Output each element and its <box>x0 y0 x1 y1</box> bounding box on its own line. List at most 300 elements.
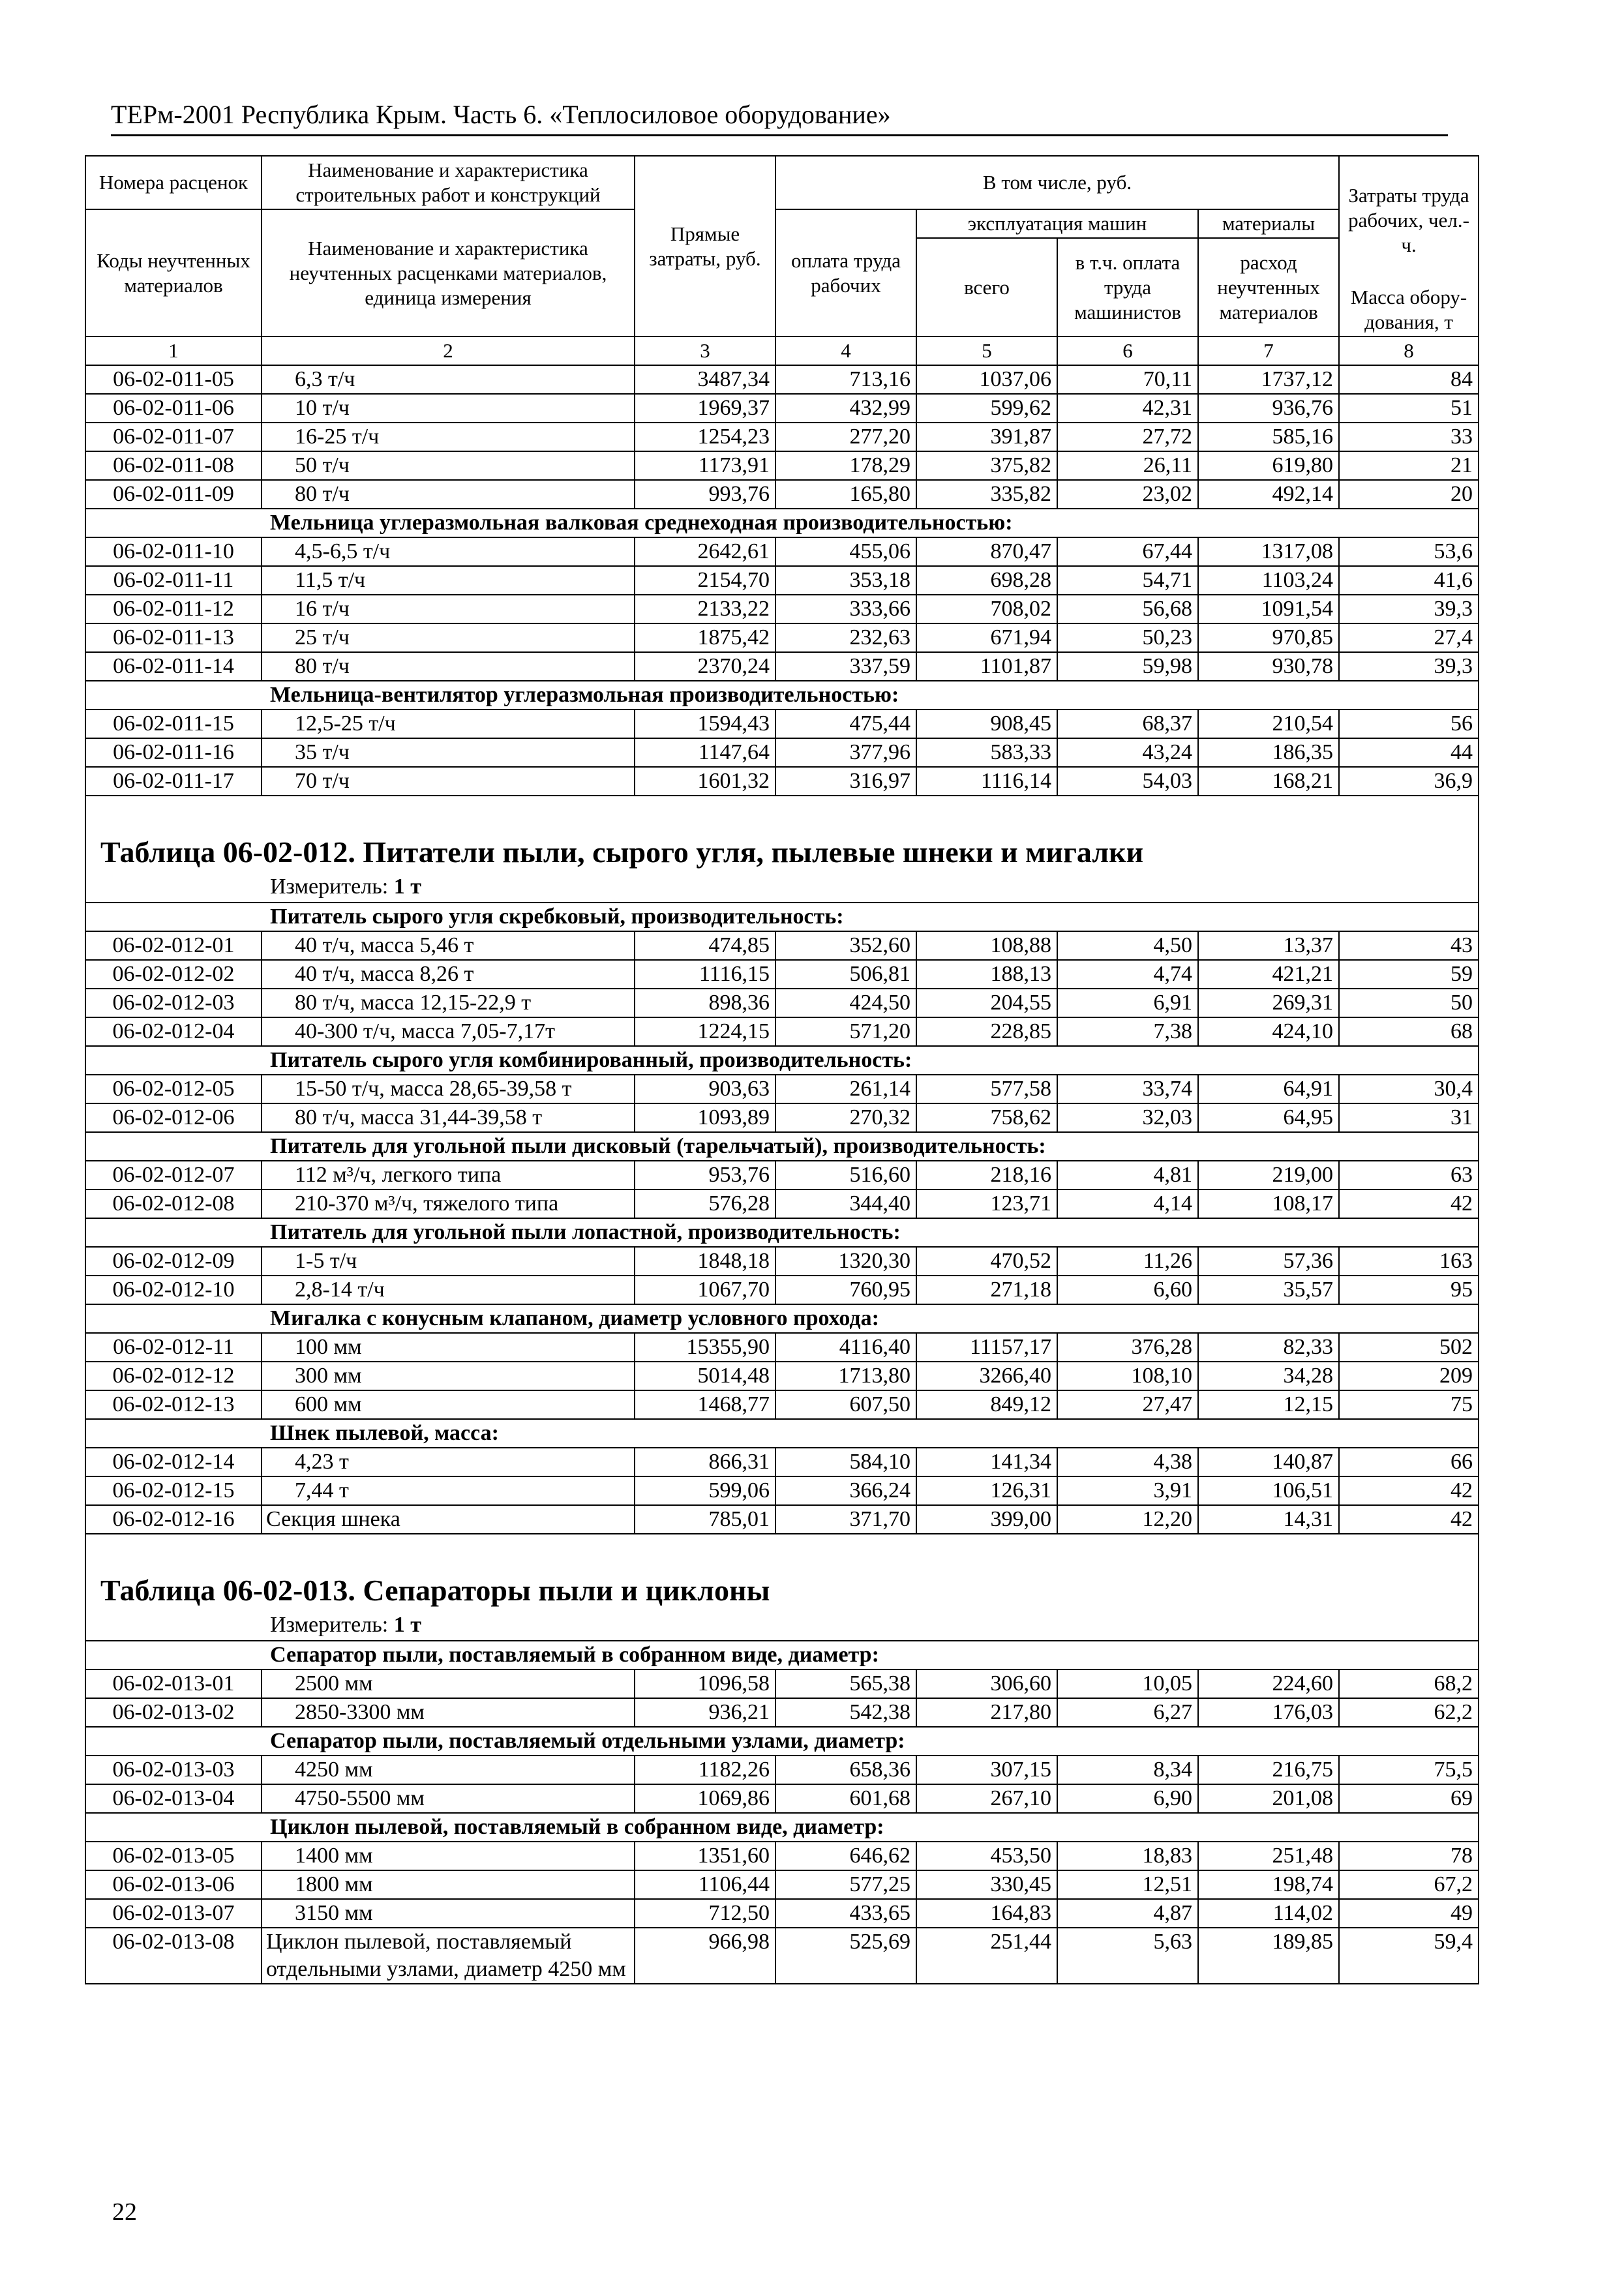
labor-costs-cell: 30,4 <box>1339 1075 1479 1103</box>
labor-costs-cell: 33 <box>1339 423 1479 451</box>
worker-pay-cell: 713,16 <box>775 365 916 394</box>
machines-total-cell: 577,58 <box>916 1075 1057 1103</box>
materials-cell: 251,48 <box>1198 1842 1339 1870</box>
labor-costs-cell: 163 <box>1339 1247 1479 1276</box>
rate-name-cell: 112 м³/ч, легкого типа <box>262 1161 635 1189</box>
machines-total-cell: 204,55 <box>916 989 1057 1017</box>
group-title: Сепаратор пыли, поставляемый отдельными узлами, диаметр: <box>85 1727 1479 1756</box>
materials-cell: 82,33 <box>1198 1333 1339 1362</box>
machinist-pay-cell: 8,34 <box>1057 1756 1198 1784</box>
machinist-pay-cell: 4,14 <box>1057 1189 1198 1218</box>
rate-code-cell: 06-02-013-08 <box>85 1928 262 1984</box>
machines-total-cell: 849,12 <box>916 1390 1057 1419</box>
rate-name-cell: 12,5-25 т/ч <box>262 710 635 738</box>
direct-costs-cell: 785,01 <box>635 1505 775 1534</box>
table-row <box>85 960 1479 989</box>
machinist-pay-cell: 5,63 <box>1057 1928 1198 1984</box>
rate-name-cell: 50 т/ч <box>262 451 635 480</box>
rate-name-cell: 40-300 т/ч, масса 7,05-7,17т <box>262 1017 635 1046</box>
table-row <box>85 1103 1479 1132</box>
rate-code-cell: 06-02-012-01 <box>85 931 262 960</box>
worker-pay-cell: 432,99 <box>775 394 916 423</box>
labor-costs-cell: 50 <box>1339 989 1479 1017</box>
machines-total-cell: 267,10 <box>916 1784 1057 1813</box>
rate-code-cell: 06-02-011-08 <box>85 451 262 480</box>
group-title-row <box>85 1641 1479 1669</box>
worker-pay-cell: 516,60 <box>775 1161 916 1189</box>
materials-cell: 219,00 <box>1198 1161 1339 1189</box>
rate-code-cell: 06-02-013-07 <box>85 1899 262 1928</box>
col-number: 5 <box>916 337 1057 365</box>
table-row <box>85 1899 1479 1928</box>
direct-costs-cell: 1848,18 <box>635 1247 775 1276</box>
col-number: 7 <box>1198 337 1339 365</box>
table-row <box>85 1017 1479 1046</box>
labor-costs-cell: 68 <box>1339 1017 1479 1046</box>
machinist-pay-cell: 18,83 <box>1057 1842 1198 1870</box>
materials-cell: 140,87 <box>1198 1448 1339 1476</box>
worker-pay-cell: 760,95 <box>775 1276 916 1304</box>
direct-costs-cell: 1069,86 <box>635 1784 775 1813</box>
machinist-pay-cell: 10,05 <box>1057 1669 1198 1698</box>
worker-pay-cell: 371,70 <box>775 1505 916 1534</box>
direct-costs-cell: 1173,91 <box>635 451 775 480</box>
table-row <box>85 1075 1479 1103</box>
rate-code-cell: 06-02-012-10 <box>85 1276 262 1304</box>
rate-name-cell: 35 т/ч <box>262 738 635 767</box>
labor-costs-cell: 59 <box>1339 960 1479 989</box>
rate-code-cell: 06-02-011-13 <box>85 623 262 652</box>
labor-costs-cell: 51 <box>1339 394 1479 423</box>
rate-name-cell: 1800 мм <box>262 1870 635 1899</box>
worker-pay-cell: 455,06 <box>775 537 916 566</box>
materials-cell: 224,60 <box>1198 1669 1339 1698</box>
materials-cell: 585,16 <box>1198 423 1339 451</box>
machines-total-cell: 330,45 <box>916 1870 1057 1899</box>
worker-pay-cell: 352,60 <box>775 931 916 960</box>
rate-code-cell: 06-02-012-16 <box>85 1505 262 1534</box>
rate-code-cell: 06-02-012-03 <box>85 989 262 1017</box>
machines-total-cell: 870,47 <box>916 537 1057 566</box>
rate-name-cell: 80 т/ч <box>262 652 635 681</box>
table-row <box>85 423 1479 451</box>
worker-pay-cell: 525,69 <box>775 1928 916 1984</box>
machines-total-cell: 1116,14 <box>916 767 1057 796</box>
col-number: 1 <box>85 337 262 365</box>
col-header-machines-total: всего <box>916 238 1057 337</box>
direct-costs-cell: 2154,70 <box>635 566 775 595</box>
measure-label: Измеритель: <box>270 1613 389 1637</box>
rate-code-cell: 06-02-011-14 <box>85 652 262 681</box>
machinist-pay-cell: 56,68 <box>1057 595 1198 623</box>
materials-cell: 269,31 <box>1198 989 1339 1017</box>
materials-cell: 216,75 <box>1198 1756 1339 1784</box>
materials-cell: 198,74 <box>1198 1870 1339 1899</box>
machines-total-cell: 453,50 <box>916 1842 1057 1870</box>
measure-value: 1 т <box>393 875 421 899</box>
labor-costs-cell: 53,6 <box>1339 537 1479 566</box>
machinist-pay-cell: 43,24 <box>1057 738 1198 767</box>
worker-pay-cell: 344,40 <box>775 1189 916 1218</box>
rate-code-cell: 06-02-011-07 <box>85 423 262 451</box>
worker-pay-cell: 1713,80 <box>775 1362 916 1390</box>
machines-total-cell: 307,15 <box>916 1756 1057 1784</box>
col-header-direct-costs: Прямые затраты, руб. <box>635 156 775 337</box>
rate-name-cell: 2850-3300 мм <box>262 1698 635 1727</box>
table-row <box>85 1476 1479 1505</box>
rate-name-cell: 15-50 т/ч, масса 28,65-39,58 т <box>262 1075 635 1103</box>
worker-pay-cell: 542,38 <box>775 1698 916 1727</box>
rate-code-cell: 06-02-013-05 <box>85 1842 262 1870</box>
col-number: 2 <box>262 337 635 365</box>
direct-costs-cell: 866,31 <box>635 1448 775 1476</box>
machinist-pay-cell: 33,74 <box>1057 1075 1198 1103</box>
group-title-row <box>85 1813 1479 1842</box>
machines-total-cell: 218,16 <box>916 1161 1057 1189</box>
labor-costs-cell: 49 <box>1339 1899 1479 1928</box>
rate-name-cell: 1-5 т/ч <box>262 1247 635 1276</box>
materials-cell: 1103,24 <box>1198 566 1339 595</box>
rate-name-cell: 40 т/ч, масса 5,46 т <box>262 931 635 960</box>
materials-cell: 619,80 <box>1198 451 1339 480</box>
rate-code-cell: 06-02-012-04 <box>85 1017 262 1046</box>
col-header-work-name: Наименование и характеристика строительных работ и конструкций <box>262 156 635 209</box>
labor-costs-cell: 62,2 <box>1339 1698 1479 1727</box>
table-row <box>85 1161 1479 1189</box>
direct-costs-cell: 2642,61 <box>635 537 775 566</box>
materials-cell: 936,76 <box>1198 394 1339 423</box>
rate-name-cell: 11,5 т/ч <box>262 566 635 595</box>
rates-document <box>85 155 1478 1984</box>
rate-code-cell: 06-02-011-11 <box>85 566 262 595</box>
rate-name-cell: 4750-5500 мм <box>262 1784 635 1813</box>
group-title-row <box>85 1218 1479 1247</box>
rate-name-cell: 80 т/ч <box>262 480 635 509</box>
table-row <box>85 1189 1479 1218</box>
materials-cell: 970,85 <box>1198 623 1339 652</box>
direct-costs-cell: 576,28 <box>635 1189 775 1218</box>
table-row <box>85 1756 1479 1784</box>
machinist-pay-cell: 42,31 <box>1057 394 1198 423</box>
rate-code-cell: 06-02-011-15 <box>85 710 262 738</box>
col-header-machine-operation: эксплуатация машин <box>916 209 1198 238</box>
rates-table <box>85 155 1479 1984</box>
table-row <box>85 1842 1479 1870</box>
labor-costs-cell: 59,4 <box>1339 1928 1479 1984</box>
worker-pay-cell: 4116,40 <box>775 1333 916 1362</box>
worker-pay-cell: 475,44 <box>775 710 916 738</box>
table-title-row <box>85 1534 1479 1610</box>
group-title-row <box>85 1046 1479 1075</box>
col-header-worker-pay: оплата труда рабочих <box>775 209 916 337</box>
direct-costs-cell: 936,21 <box>635 1698 775 1727</box>
machines-total-cell: 108,88 <box>916 931 1057 960</box>
group-title: Циклон пылевой, поставляемый в собранном виде, диаметр: <box>85 1813 1479 1842</box>
materials-cell: 13,37 <box>1198 931 1339 960</box>
table-row <box>85 1247 1479 1276</box>
col-header-labor-costs: Затраты труда рабочих, чел.-ч. <box>1339 156 1479 284</box>
labor-costs-cell: 41,6 <box>1339 566 1479 595</box>
worker-pay-cell: 646,62 <box>775 1842 916 1870</box>
labor-costs-cell: 63 <box>1339 1161 1479 1189</box>
machinist-pay-cell: 4,87 <box>1057 1899 1198 1928</box>
materials-cell: 1317,08 <box>1198 537 1339 566</box>
direct-costs-cell: 474,85 <box>635 931 775 960</box>
machines-total-cell: 391,87 <box>916 423 1057 451</box>
rate-name-cell: 300 мм <box>262 1362 635 1390</box>
rate-code-cell: 06-02-011-06 <box>85 394 262 423</box>
col-number: 6 <box>1057 337 1198 365</box>
table-row <box>85 1784 1479 1813</box>
group-title-row <box>85 903 1479 931</box>
table-title: Таблица 06-02-012. Питатели пыли, сырого угля, пылевые шнеки и мигалки <box>85 796 1479 872</box>
rate-code-cell: 06-02-012-15 <box>85 1476 262 1505</box>
labor-costs-cell: 95 <box>1339 1276 1479 1304</box>
worker-pay-cell: 333,66 <box>775 595 916 623</box>
materials-cell: 64,95 <box>1198 1103 1339 1132</box>
group-title: Питатель для угольной пыли дисковый (тарельчатый), производительность: <box>85 1132 1479 1161</box>
rate-name-cell: 7,44 т <box>262 1476 635 1505</box>
machines-total-cell: 698,28 <box>916 566 1057 595</box>
materials-cell: 14,31 <box>1198 1505 1339 1534</box>
table-row <box>85 1276 1479 1304</box>
labor-costs-cell: 78 <box>1339 1842 1479 1870</box>
col-header-material-name: Наименование и характеристика неучтенных расценками материалов, единица измерения <box>262 209 635 337</box>
direct-costs-cell: 5014,48 <box>635 1362 775 1390</box>
worker-pay-cell: 658,36 <box>775 1756 916 1784</box>
direct-costs-cell: 1254,23 <box>635 423 775 451</box>
rate-code-cell: 06-02-013-03 <box>85 1756 262 1784</box>
machinist-pay-cell: 3,91 <box>1057 1476 1198 1505</box>
machines-total-cell: 399,00 <box>916 1505 1057 1534</box>
machinist-pay-cell: 6,90 <box>1057 1784 1198 1813</box>
worker-pay-cell: 577,25 <box>775 1870 916 1899</box>
machinist-pay-cell: 54,71 <box>1057 566 1198 595</box>
rate-name-cell: 80 т/ч, масса 31,44-39,58 т <box>262 1103 635 1132</box>
direct-costs-cell: 1182,26 <box>635 1756 775 1784</box>
col-header-materials: материалы <box>1198 209 1339 238</box>
labor-costs-cell: 42 <box>1339 1476 1479 1505</box>
group-title: Питатель сырого угля скребковый, производительность: <box>85 903 1479 931</box>
table-title: Таблица 06-02-013. Сепараторы пыли и циклоны <box>85 1534 1479 1610</box>
machinist-pay-cell: 32,03 <box>1057 1103 1198 1132</box>
machinist-pay-cell: 7,38 <box>1057 1017 1198 1046</box>
table-title-row <box>85 796 1479 872</box>
labor-costs-cell: 67,2 <box>1339 1870 1479 1899</box>
labor-costs-cell: 27,4 <box>1339 623 1479 652</box>
rate-name-cell: 70 т/ч <box>262 767 635 796</box>
rate-name-cell: 10 т/ч <box>262 394 635 423</box>
table-row <box>85 1448 1479 1476</box>
machines-total-cell: 671,94 <box>916 623 1057 652</box>
col-header-unaccounted-materials: расход неучтенных материалов <box>1198 238 1339 337</box>
machinist-pay-cell: 4,50 <box>1057 931 1198 960</box>
labor-costs-cell: 69 <box>1339 1784 1479 1813</box>
materials-cell: 34,28 <box>1198 1362 1339 1390</box>
labor-costs-cell: 75 <box>1339 1390 1479 1419</box>
table-row <box>85 767 1479 796</box>
labor-costs-cell: 39,3 <box>1339 595 1479 623</box>
direct-costs-cell: 2370,24 <box>635 652 775 681</box>
machines-total-cell: 470,52 <box>916 1247 1057 1276</box>
measure-unit <box>85 872 1479 903</box>
labor-costs-cell: 21 <box>1339 451 1479 480</box>
rate-code-cell: 06-02-011-10 <box>85 537 262 566</box>
machines-total-cell: 251,44 <box>916 1928 1057 1984</box>
labor-costs-cell: 39,3 <box>1339 652 1479 681</box>
rate-name-cell: 80 т/ч, масса 12,15-22,9 т <box>262 989 635 1017</box>
rate-code-cell: 06-02-013-02 <box>85 1698 262 1727</box>
labor-costs-cell: 31 <box>1339 1103 1479 1132</box>
labor-costs-cell: 44 <box>1339 738 1479 767</box>
table-row <box>85 1669 1479 1698</box>
rate-code-cell: 06-02-013-01 <box>85 1669 262 1698</box>
group-title: Мельница углеразмольная валковая среднеходная производительностью: <box>85 509 1479 537</box>
labor-costs-cell: 36,9 <box>1339 767 1479 796</box>
rate-name-cell: 40 т/ч, масса 8,26 т <box>262 960 635 989</box>
rate-code-cell: 06-02-012-05 <box>85 1075 262 1103</box>
worker-pay-cell: 270,32 <box>775 1103 916 1132</box>
worker-pay-cell: 165,80 <box>775 480 916 509</box>
col-header-equipment-mass: Масса обору-дования, т <box>1339 284 1479 337</box>
measure-label: Измеритель: <box>270 875 389 899</box>
machinist-pay-cell: 6,27 <box>1057 1698 1198 1727</box>
materials-cell: 12,15 <box>1198 1390 1339 1419</box>
rate-code-cell: 06-02-012-06 <box>85 1103 262 1132</box>
table-row <box>85 1333 1479 1362</box>
worker-pay-cell: 424,50 <box>775 989 916 1017</box>
table-row <box>85 1362 1479 1390</box>
worker-pay-cell: 584,10 <box>775 1448 916 1476</box>
machines-total-cell: 583,33 <box>916 738 1057 767</box>
rate-code-cell: 06-02-013-06 <box>85 1870 262 1899</box>
direct-costs-cell: 1875,42 <box>635 623 775 652</box>
worker-pay-cell: 607,50 <box>775 1390 916 1419</box>
rate-name-cell: 4,5-6,5 т/ч <box>262 537 635 566</box>
worker-pay-cell: 316,97 <box>775 767 916 796</box>
machinist-pay-cell: 59,98 <box>1057 652 1198 681</box>
machines-total-cell: 11157,17 <box>916 1333 1057 1362</box>
worker-pay-cell: 366,24 <box>775 1476 916 1505</box>
worker-pay-cell: 571,20 <box>775 1017 916 1046</box>
direct-costs-cell: 712,50 <box>635 1899 775 1928</box>
rate-code-cell: 06-02-012-08 <box>85 1189 262 1218</box>
group-title: Мельница-вентилятор углеразмольная производительностью: <box>85 681 1479 710</box>
rate-name-cell: 2500 мм <box>262 1669 635 1698</box>
machines-total-cell: 1101,87 <box>916 652 1057 681</box>
labor-costs-cell: 84 <box>1339 365 1479 394</box>
machinist-pay-cell: 70,11 <box>1057 365 1198 394</box>
col-header-including: В том числе, руб. <box>775 156 1339 209</box>
rate-name-cell: 6,3 т/ч <box>262 365 635 394</box>
machines-total-cell: 126,31 <box>916 1476 1057 1505</box>
rate-code-cell: 06-02-012-14 <box>85 1448 262 1476</box>
direct-costs-cell: 903,63 <box>635 1075 775 1103</box>
measure-value: 1 т <box>393 1613 421 1637</box>
table-row <box>85 537 1479 566</box>
labor-costs-cell: 502 <box>1339 1333 1479 1362</box>
direct-costs-cell: 1106,44 <box>635 1870 775 1899</box>
materials-cell: 201,08 <box>1198 1784 1339 1813</box>
table-header <box>85 156 1479 365</box>
worker-pay-cell: 506,81 <box>775 960 916 989</box>
direct-costs-cell: 1601,32 <box>635 767 775 796</box>
worker-pay-cell: 178,29 <box>775 451 916 480</box>
table-row <box>85 652 1479 681</box>
group-title-row <box>85 1419 1479 1448</box>
col-number: 3 <box>635 337 775 365</box>
labor-costs-cell: 66 <box>1339 1448 1479 1476</box>
worker-pay-cell: 337,59 <box>775 652 916 681</box>
machinist-pay-cell: 12,20 <box>1057 1505 1198 1534</box>
group-title: Мигалка с конусным клапаном, диаметр условного прохода: <box>85 1304 1479 1333</box>
machines-total-cell: 335,82 <box>916 480 1057 509</box>
table-row <box>85 710 1479 738</box>
direct-costs-cell: 1594,43 <box>635 710 775 738</box>
measure-row <box>85 872 1479 903</box>
table-row <box>85 738 1479 767</box>
table-row <box>85 480 1479 509</box>
rate-code-cell: 06-02-011-17 <box>85 767 262 796</box>
materials-cell: 168,21 <box>1198 767 1339 796</box>
machinist-pay-cell: 376,28 <box>1057 1333 1198 1362</box>
worker-pay-cell: 565,38 <box>775 1669 916 1698</box>
machines-total-cell: 599,62 <box>916 394 1057 423</box>
direct-costs-cell: 15355,90 <box>635 1333 775 1362</box>
direct-costs-cell: 1224,15 <box>635 1017 775 1046</box>
rate-code-cell: 06-02-011-09 <box>85 480 262 509</box>
machines-total-cell: 188,13 <box>916 960 1057 989</box>
group-title-row <box>85 509 1479 537</box>
table-body <box>85 365 1479 1984</box>
direct-costs-cell: 898,36 <box>635 989 775 1017</box>
worker-pay-cell: 261,14 <box>775 1075 916 1103</box>
rate-code-cell: 06-02-012-13 <box>85 1390 262 1419</box>
worker-pay-cell: 433,65 <box>775 1899 916 1928</box>
labor-costs-cell: 43 <box>1339 931 1479 960</box>
direct-costs-cell: 1116,15 <box>635 960 775 989</box>
labor-costs-cell: 75,5 <box>1339 1756 1479 1784</box>
group-title-row <box>85 1304 1479 1333</box>
machines-total-cell: 164,83 <box>916 1899 1057 1928</box>
rate-name-cell: 4,23 т <box>262 1448 635 1476</box>
rate-code-cell: 06-02-012-07 <box>85 1161 262 1189</box>
group-title: Питатель сырого угля комбинированный, производительность: <box>85 1046 1479 1075</box>
rate-code-cell: 06-02-012-09 <box>85 1247 262 1276</box>
rate-code-cell: 06-02-011-16 <box>85 738 262 767</box>
direct-costs-cell: 993,76 <box>635 480 775 509</box>
machines-total-cell: 271,18 <box>916 1276 1057 1304</box>
labor-costs-cell: 42 <box>1339 1189 1479 1218</box>
table-row <box>85 566 1479 595</box>
worker-pay-cell: 1320,30 <box>775 1247 916 1276</box>
rate-name-cell: Циклон пылевой, поставляемый отдельными узлами, диаметр 4250 мм <box>262 1928 635 1984</box>
rate-name-cell: 100 мм <box>262 1333 635 1362</box>
machinist-pay-cell: 4,81 <box>1057 1161 1198 1189</box>
direct-costs-cell: 953,76 <box>635 1161 775 1189</box>
table-row <box>85 931 1479 960</box>
table-row <box>85 365 1479 394</box>
materials-cell: 210,54 <box>1198 710 1339 738</box>
group-title-row <box>85 1727 1479 1756</box>
machinist-pay-cell: 67,44 <box>1057 537 1198 566</box>
rate-name-cell: 4250 мм <box>262 1756 635 1784</box>
machinist-pay-cell: 108,10 <box>1057 1362 1198 1390</box>
materials-cell: 930,78 <box>1198 652 1339 681</box>
group-title-row <box>85 681 1479 710</box>
machinist-pay-cell: 23,02 <box>1057 480 1198 509</box>
group-title: Сепаратор пыли, поставляемый в собранном виде, диаметр: <box>85 1641 1479 1669</box>
